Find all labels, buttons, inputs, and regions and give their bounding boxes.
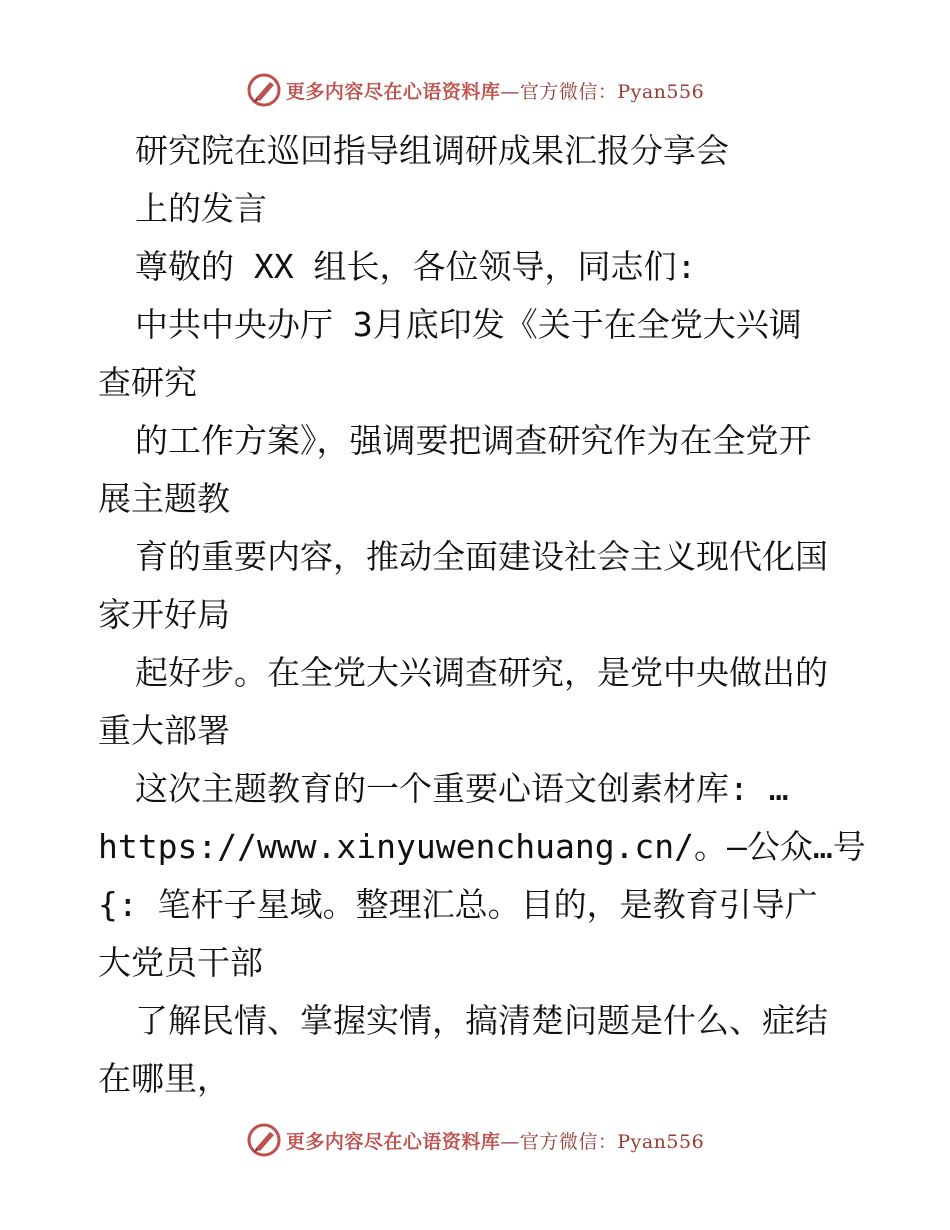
text-line: 查研究 <box>98 363 197 402</box>
text-line: 的工作方案》，强调要把调查研究作为在全党开 <box>135 421 812 460</box>
banner-main-text: 更多内容尽在心语资料库 <box>285 1130 501 1153</box>
banner-sub-text: —官方微信：Pyan556 <box>500 80 705 103</box>
text-line: 大党员干部 <box>98 943 263 982</box>
text-line: 上的发言 <box>135 189 267 228</box>
text-line: 了解民情、掌握实情，搞清楚问题是什么、症结 <box>135 1001 828 1040</box>
text-line: https://www.xinyuwenchuang.cn/。—公众…号 <box>98 827 866 866</box>
text-line: 育的重要内容，推动全面建设社会主义现代化国 <box>135 537 828 576</box>
document-body <box>98 122 868 1108</box>
text-line: 研究院在巡回指导组调研成果汇报分享会 <box>135 131 729 170</box>
banner-main-text: 更多内容尽在心语资料库 <box>285 80 501 103</box>
banner-sub-text: —官方微信：Pyan556 <box>500 1130 705 1153</box>
text-line: 中共中央办厅 3月底印发《关于在全党大兴调 <box>135 305 802 344</box>
text-line: 这次主题教育的一个重要心语文创素材库: … <box>135 769 789 808</box>
text-line: 展主题教 <box>98 479 230 518</box>
text-line: 重大部署 <box>98 711 230 750</box>
text-line: 起好步。在全党大兴调查研究，是党中央做出的 <box>135 653 828 692</box>
footer-banner <box>0 1120 950 1160</box>
text-line: {: 笔杆子星域。整理汇总。目的，是教育引导广 <box>98 885 818 924</box>
banner-text <box>286 1127 704 1154</box>
text-line: 家开好局 <box>98 595 230 634</box>
banner-text <box>286 77 704 104</box>
text-line: 尊敬的 XX 组长，各位领导，同志们: <box>135 247 697 286</box>
header-banner <box>0 70 950 110</box>
text-line: 在哪里， <box>98 1059 230 1098</box>
pen-logo-icon <box>246 72 282 108</box>
pen-logo-icon <box>246 1122 282 1158</box>
